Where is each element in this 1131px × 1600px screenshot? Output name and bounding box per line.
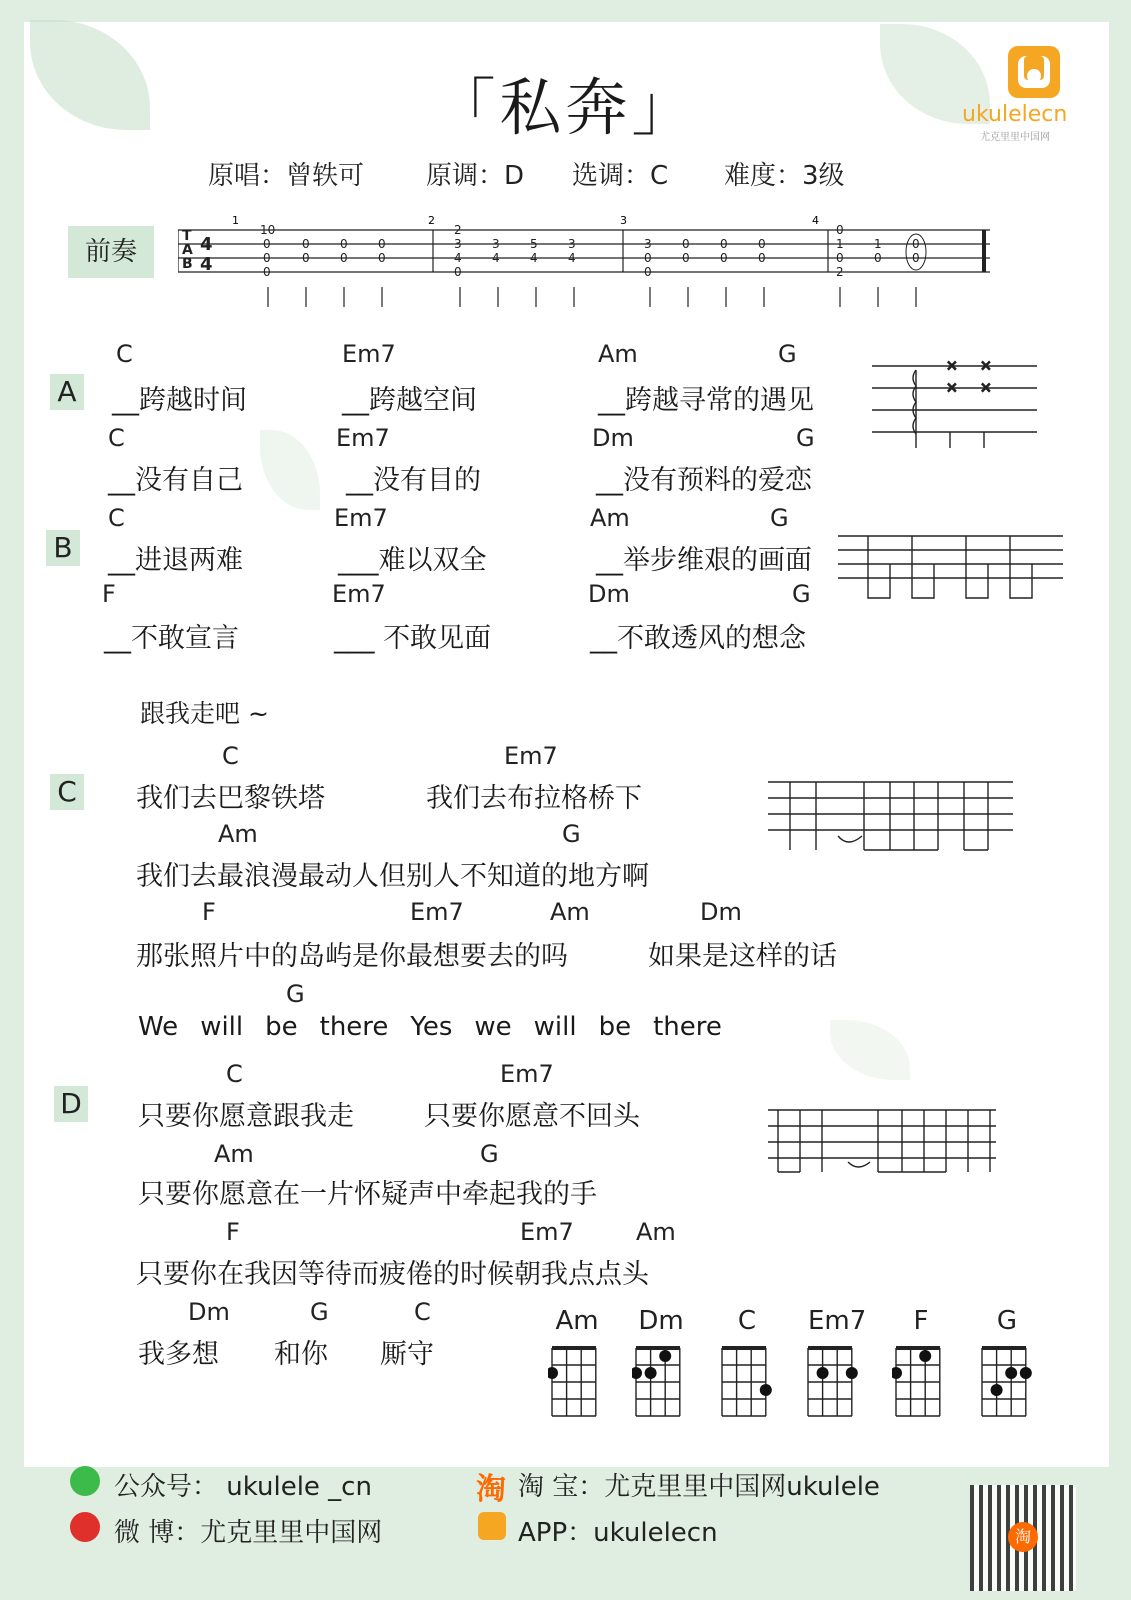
word: there: [653, 1012, 722, 1042]
wechat-icon: [70, 1466, 100, 1496]
chord: G: [310, 1298, 329, 1326]
chord: C: [116, 340, 133, 368]
tab-num: 0: [378, 237, 386, 251]
lyric: __跨越寻常的遇见: [598, 385, 814, 416]
tab-num: 10: [260, 223, 276, 237]
chord: Am: [590, 504, 630, 532]
word: we: [474, 1012, 512, 1042]
tab-num: 4: [530, 251, 538, 265]
chord: Am: [598, 340, 638, 368]
chord-chart-label: Dm: [638, 1306, 684, 1336]
tab-num: 0: [912, 237, 920, 251]
svg-text:4: 4: [200, 234, 213, 255]
tab-num: 0: [912, 251, 920, 265]
chord-chart-diagram: [718, 1344, 778, 1418]
chord: Em7: [336, 424, 390, 452]
svg-text:×: ×: [946, 358, 958, 374]
chord: Dm: [592, 424, 634, 452]
tab-num: 4: [568, 251, 576, 265]
logo-subtext: 尤克里里中国网: [980, 132, 1050, 143]
svg-text:×: ×: [946, 380, 958, 396]
lyric: 只要你愿意不回头: [424, 1101, 640, 1132]
lyric: 和你: [274, 1339, 328, 1370]
lyric: 只要你愿意在一片怀疑声中牵起我的手: [138, 1179, 597, 1210]
logo-text: ukulelecn: [962, 102, 1068, 127]
lyric: __没有目的: [346, 465, 481, 496]
prelude-measure-4: 4: [812, 214, 819, 227]
chord: Am: [218, 820, 258, 848]
tab-num: 3: [644, 237, 652, 251]
chord: G: [480, 1140, 499, 1168]
chord-chart-label: F: [913, 1306, 929, 1336]
tab-num: 0: [682, 251, 690, 265]
tab-num: 0: [836, 223, 844, 237]
word: be: [598, 1012, 632, 1042]
tab-num: 0: [263, 251, 271, 265]
chord: Am: [214, 1140, 254, 1168]
word: We: [138, 1012, 179, 1042]
tab-num: 0: [758, 237, 766, 251]
tab-num: 1: [874, 237, 882, 251]
lyric: __跨越空间: [342, 385, 477, 416]
tab-num: 0: [874, 251, 882, 265]
chord: Dm: [588, 580, 630, 608]
lyric: __进退两难: [108, 545, 243, 576]
svg-text:A: A: [182, 242, 193, 258]
lyric: __不敢透风的想念: [590, 623, 806, 654]
page-title: 「私奔」: [433, 71, 698, 144]
chord: Am: [636, 1218, 676, 1246]
meta-original-key: 原调：D: [426, 161, 525, 191]
chord: Em7: [520, 1218, 574, 1246]
lyric: ___ 不敢见面: [334, 623, 492, 654]
prelude-measure-1: 1: [232, 214, 239, 227]
chord: G: [792, 580, 811, 608]
lyric: __跨越时间: [112, 385, 247, 416]
chord: C: [226, 1060, 243, 1088]
word: there: [319, 1012, 389, 1042]
tab-num: 1: [836, 237, 844, 251]
word: will: [533, 1012, 577, 1042]
lyric: 我多想: [138, 1339, 219, 1370]
chord-chart-label: Am: [555, 1306, 599, 1336]
section-c-badge: C: [50, 774, 84, 810]
tab-num: 0: [758, 251, 766, 265]
tab-num: 3: [454, 237, 462, 251]
chord: C: [414, 1298, 431, 1326]
chord: Em7: [334, 504, 388, 532]
chord: G: [796, 424, 815, 452]
chord-chart-diagram: [892, 1344, 952, 1418]
prelude-tab-staff: [178, 212, 998, 312]
chord: F: [202, 898, 216, 926]
tab-num: 0: [340, 237, 348, 251]
chord: Am: [550, 898, 590, 926]
tab-num: 3: [568, 237, 576, 251]
chord: F: [226, 1218, 240, 1246]
chord-chart-diagram: [548, 1344, 608, 1418]
lyric: __没有预料的爱恋: [596, 465, 812, 496]
tab-num: 0: [302, 251, 310, 265]
svg-text:B: B: [182, 256, 193, 272]
prelude-measure-3: 3: [620, 214, 627, 227]
rhythm-pattern-b: [838, 528, 1068, 608]
tab-num: 4: [492, 251, 500, 265]
chord: C: [108, 424, 125, 452]
tab-num: 0: [644, 265, 652, 279]
chord-chart-label: G: [996, 1306, 1018, 1336]
footer-app: APP：ukulelecn: [518, 1518, 718, 1548]
lyric: 厮守: [380, 1339, 434, 1370]
lyric: 那张照片中的岛屿是你最想要去的吗: [136, 941, 568, 972]
tab-num: 0: [340, 251, 348, 265]
chord: Dm: [700, 898, 742, 926]
tab-num: 0: [263, 237, 271, 251]
prelude-label: 前奏: [68, 226, 154, 278]
chord-chart-label: C: [737, 1306, 757, 1336]
intro-line: 跟我走吧 ~: [140, 699, 269, 728]
lyric: 如果是这样的话: [648, 941, 837, 972]
word: will: [200, 1012, 244, 1042]
meta-singer: 原唱：曾轶可: [208, 161, 365, 191]
tab-num: 0: [378, 251, 386, 265]
meta-difficulty: 难度：3级: [724, 161, 845, 191]
chord: Em7: [410, 898, 464, 926]
tab-num: 0: [644, 251, 652, 265]
svg-text:×: ×: [980, 358, 992, 374]
tab-num: 0: [302, 237, 310, 251]
section-a-badge: A: [50, 374, 84, 410]
meta-selected-key: 选调：C: [572, 161, 669, 191]
chord: G: [770, 504, 789, 532]
tab-num: 0: [720, 251, 728, 265]
lyric: 只要你在我因等待而疲倦的时候朝我点点头: [136, 1259, 649, 1290]
rhythm-pattern-c: [768, 776, 1018, 856]
footer-wechat: 公众号： ukulele _cn: [114, 1472, 372, 1502]
rhythm-pattern-a: [872, 356, 1042, 456]
lyric: 我们去布拉格桥下: [426, 783, 642, 814]
chord: C: [222, 742, 239, 770]
chord-chart-diagram: [804, 1344, 864, 1418]
lyric: __没有自己: [108, 465, 243, 496]
lyric: 我们去最浪漫最动人但别人不知道的地方啊: [136, 861, 649, 892]
svg-text:T: T: [182, 228, 192, 244]
footer-taobao: 淘 宝：尤克里里中国网ukulele: [518, 1472, 880, 1502]
chord-chart-diagram: [978, 1344, 1038, 1418]
word: be: [265, 1012, 298, 1042]
svg-text:×: ×: [980, 380, 992, 396]
footer-weibo: 微 博：尤克里里中国网: [114, 1518, 383, 1548]
tab-num: 0: [682, 237, 690, 251]
section-b-badge: B: [46, 530, 80, 566]
prelude-measure-2: 2: [428, 214, 435, 227]
tab-num: 4: [454, 251, 462, 265]
tab-num: 0: [836, 251, 844, 265]
chord: Em7: [504, 742, 558, 770]
tab-num: 0: [454, 265, 462, 279]
weibo-icon: [70, 1512, 100, 1542]
chord-chart-label: Em7: [808, 1306, 867, 1336]
qr-center-badge: 淘: [1008, 1522, 1038, 1552]
section-d-badge: D: [54, 1086, 88, 1122]
chord: G: [286, 980, 305, 1008]
ukulelecn-logo-icon: [1008, 46, 1060, 98]
tab-num: 5: [530, 237, 538, 251]
chord: Em7: [342, 340, 396, 368]
chord: G: [778, 340, 797, 368]
lyric: 只要你愿意跟我走: [138, 1101, 354, 1132]
app-icon: [478, 1512, 506, 1540]
lyric: __举步维艰的画面: [596, 545, 812, 576]
chord: G: [562, 820, 581, 848]
tab-num: 3: [492, 237, 500, 251]
lyric: ___难以双全: [338, 545, 487, 576]
chord: Em7: [332, 580, 386, 608]
english-lyric-line: [138, 1012, 744, 1042]
chord: Dm: [188, 1298, 230, 1326]
tab-num: 0: [263, 265, 271, 279]
chord: Em7: [500, 1060, 554, 1088]
lyric: __不敢宣言: [104, 623, 239, 654]
chord: C: [108, 504, 125, 532]
tab-num: 2: [836, 265, 844, 279]
svg-text:4: 4: [200, 254, 213, 275]
taobao-icon: 淘: [476, 1472, 506, 1507]
chord: F: [102, 580, 116, 608]
tab-num: 2: [454, 223, 462, 237]
tab-num: 0: [720, 237, 728, 251]
lyric: 我们去巴黎铁塔: [136, 783, 325, 814]
chord-chart-diagram: [632, 1344, 692, 1418]
rhythm-pattern-d: [768, 1104, 1008, 1184]
word: Yes: [410, 1012, 453, 1042]
